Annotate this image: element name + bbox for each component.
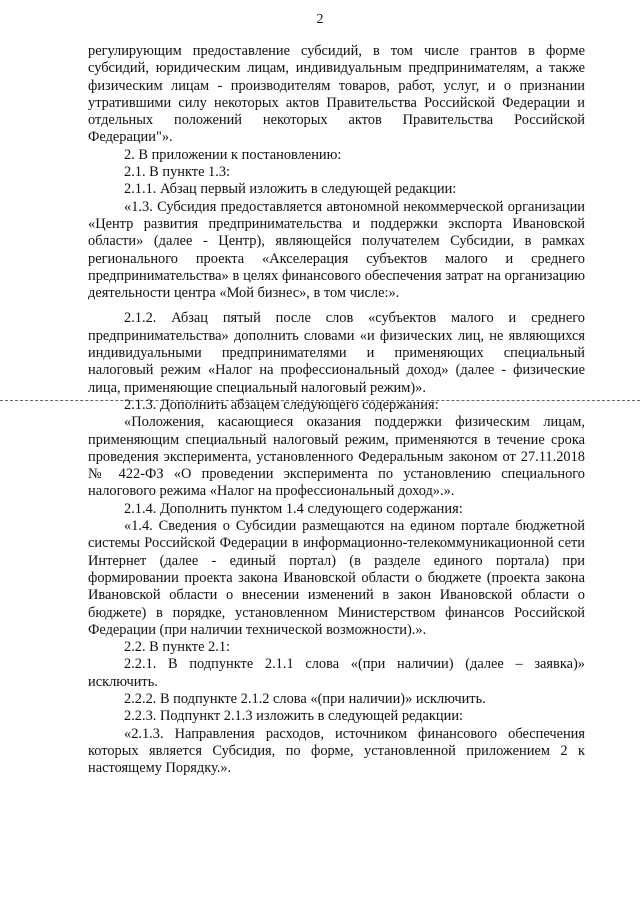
paragraph-item-2-2-3: 2.2.3. Подпункт 2.1.3 изложить в следующей редакции: [124, 708, 464, 725]
paragraph-item-2-2: 2.2. В пункте 2.1: [124, 639, 231, 656]
paragraph-quote-1-4: «1.4. Сведения о Субсидии размещаются на едином портале бюджетной системы Российской Федерации в информационно-телекоммуникационной сети Интернет (далее - единый портал) (в разделе единого портала) при формировании проекта закона Ивановской области о бюджете (проекта закона Ивановской области о внесении изменений в закон Ивановской области о бюджете) в порядке, установленном Министерством финансов Российской Федерации (при наличии технической возможности).». [88, 518, 585, 638]
paragraph-item-2-1-3: 2.1.3. Дополнить абзацем следующего содержания: [124, 396, 439, 413]
paragraph-item-2-2-2: 2.2.2. В подпункте 2.1.2 слова «(при наличии)» исключить. [124, 690, 486, 707]
paragraph-item-2-1: 2.1. В пункте 1.3: [124, 164, 231, 181]
paragraph-quote-2-1-3: «2.1.3. Направления расходов, источником финансового обеспечения которых является Субсидия, по форме, установленной приложением 2 к настоящему Порядку.». [88, 725, 585, 777]
paragraph-item-2-1-1: 2.1.1. Абзац первый изложить в следующей редакции: [124, 181, 457, 198]
paragraph-item-2: 2. В приложении к постановлению: [124, 146, 342, 163]
paragraph-item-2-1-4: 2.1.4. Дополнить пунктом 1.4 следующего содержания: [124, 500, 463, 517]
paragraph-quote-1-3: «1.3. Субсидия предоставляется автономной некоммерческой организации «Центр развития предпринимательства и поддержки экспорта Ивановской области» (далее - Центр), являющейся получателем Субсидии, в рамках регионального проекта «Акселерация субъектов малого и среднего предпринимательства» в целях финансового обеспечения затрат на организацию деятельности центра «Мой бизнес», в том числе:». [88, 198, 585, 302]
page-number: 2 [316, 12, 324, 27]
document-body [88, 43, 585, 777]
paragraph-item-2-2-1: 2.2.1. В подпункте 2.1.1 слова «(при наличии) (далее – заявка)» исключить. [88, 656, 585, 690]
paragraph-preamble-continuation: регулирующим предоставление субсидий, в том числе грантов в форме субсидий, юридическим лицам, индивидуальным предпринимателям, а также физическим лицам - производителям товаров, работ, услуг, и о признании утратившими силу некоторых актов Правительства Российской Федерации и отдельных положений некоторых актов Правительства Российской Федерации"». [88, 43, 585, 146]
paragraph-item-2-1-2: 2.1.2. Абзац пятый после слов «субъектов малого и среднего предпринимательства» дополнить словами «и физических лиц, не являющихся индивидуальными предпринимателями и применяющих специальный налоговый режим «Налог на профессиональный доход» (далее - физические лица, применяющие специальный налоговый режим)». [88, 310, 585, 396]
paragraph-quote-provisions: «Положения, касающиеся оказания поддержки физическим лицам, применяющим специальный налоговый режим, применяются в течение срока проведения эксперимента, установленного Федеральным законом от 27.11.2018 № 422-ФЗ «О проведении эксперимента по установлению специального налогового режима «Налог на профессиональный доход».». [88, 414, 585, 500]
